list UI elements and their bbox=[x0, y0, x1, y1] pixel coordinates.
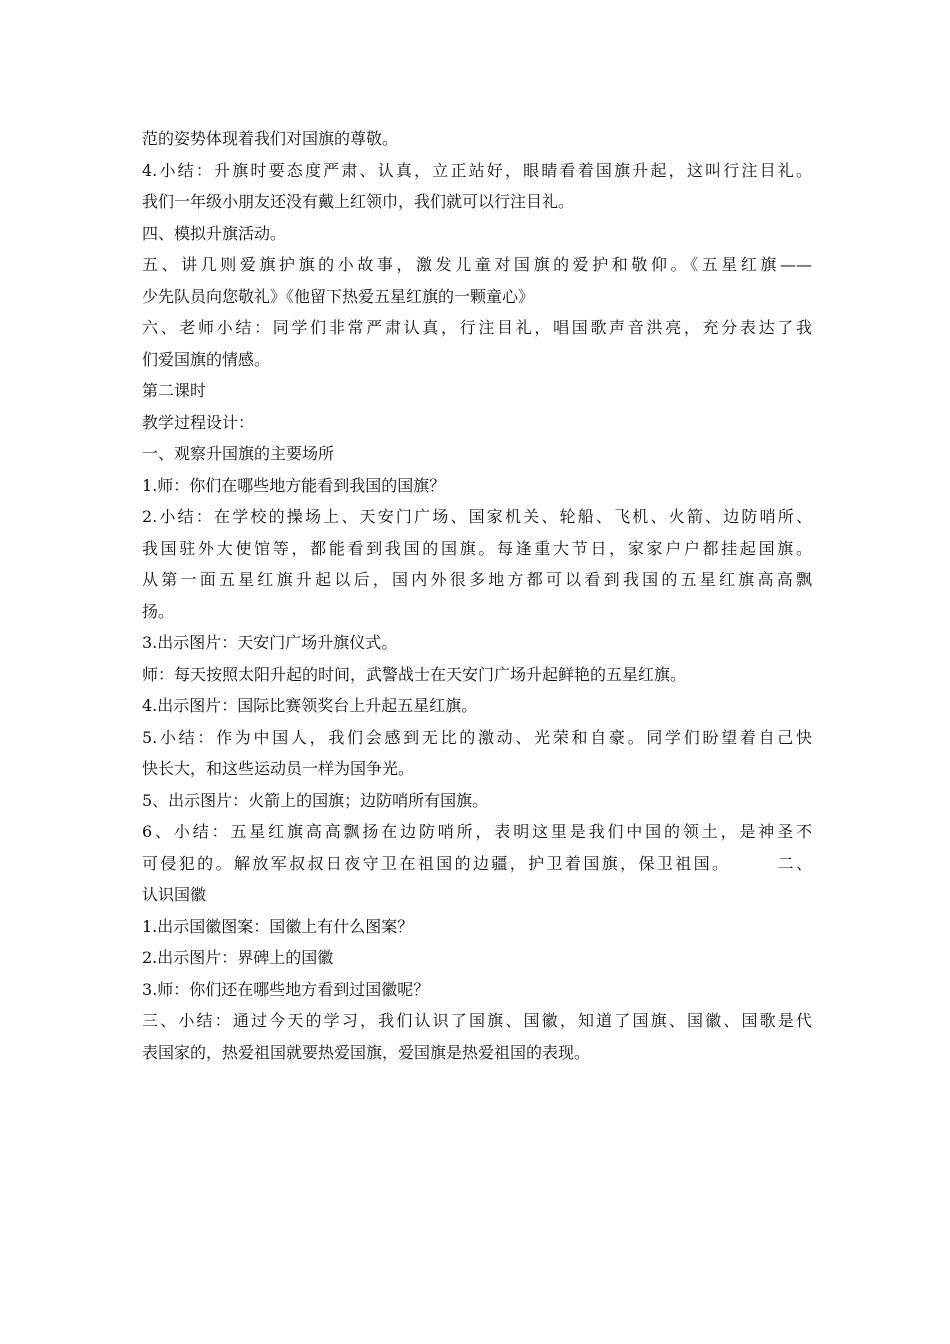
text-line: 4.小结：升旗时要态度严肃、认真，立正站好，眼睛看着国旗升起，这叫行注目礼。 bbox=[142, 160, 812, 180]
text-line: 快长大，和这些运动员一样为国争光。 bbox=[142, 759, 415, 778]
text-line: 们爱国旗的情感。 bbox=[142, 349, 271, 369]
text-line: 我们一年级小朋友还没有戴上红领巾，我们就可以行注目礼。 bbox=[142, 192, 575, 211]
text-line: 教学过程设计： bbox=[142, 412, 255, 432]
text-line: 2.出示图片：界碑上的国徽 bbox=[142, 948, 334, 967]
text-line: 5.小结：作为中国人，我们会感到无比的激动、光荣和自豪。同学们盼望着自己快 bbox=[142, 727, 812, 747]
text-line: 四、模拟升旗活动。 bbox=[142, 223, 287, 243]
text-line: 师：每天按照太阳升起的时间，武警战士在天安门广场升起鲜艳的五星红旗。 bbox=[142, 664, 687, 684]
text-line: 范的姿势体现着我们对国旗的尊敬。 bbox=[142, 129, 399, 148]
section-heading: 第二课时 bbox=[142, 381, 207, 400]
text-line: 1.出示国徽图案：国徽上有什么图案？ bbox=[142, 916, 414, 936]
text-line: 我国驻外大使馆等，都能看到我国的国旗。每逢重大节日，家家户户都挂起国旗。 bbox=[142, 538, 812, 558]
text-line: 认识国徽 bbox=[142, 885, 207, 904]
text-line: 3.出示图片：天安门广场升旗仪式。 bbox=[142, 633, 398, 652]
text-line: 少先队员向您敬礼》《他留下热爱五星红旗的一颗童心》 bbox=[142, 286, 535, 306]
text-line: 一、观察升国旗的主要场所 bbox=[142, 444, 335, 463]
text-line: 三、小结：通过今天的学习，我们认识了国旗、国徽，知道了国旗、国徽、国歌是代 bbox=[142, 1011, 812, 1030]
text-line: 扬。 bbox=[142, 601, 175, 621]
document-page bbox=[142, 123, 812, 1068]
text-line: 2.小结：在学校的操场上、天安门广场、国家机关、轮船、飞机、火箭、边防哨所、 bbox=[142, 507, 812, 526]
text-line: 4.出示图片：国际比赛领奖台上升起五星红旗。 bbox=[142, 696, 478, 715]
text-line: 5、出示图片：火箭上的国旗；边防哨所有国旗。 bbox=[142, 790, 489, 810]
text-line: 五、讲几则爱旗护旗的小故事，激发儿童对国旗的爱护和敬仰。《五星红旗—— bbox=[142, 255, 812, 274]
text-line: 6、小结：五星红旗高高飘扬在边防哨所，表明这里是我们中国的领土，是神圣不 bbox=[142, 822, 812, 841]
text-line: 1.师：你们在哪些地方能看到我国的国旗？ bbox=[142, 475, 446, 495]
text-line: 从第一面五星红旗升起以后，国内外很多地方都可以看到我国的五星红旗高高飘 bbox=[142, 570, 812, 589]
text-line: 表国家的，热爱祖国就要热爱国旗，爱国旗是热爱祖国的表现。 bbox=[142, 1042, 591, 1062]
text-line: 六、老师小结：同学们非常严肃认真，行注目礼，唱国歌声音洪亮，充分表达了我 bbox=[142, 318, 812, 337]
text-line: 3.师：你们还在哪些地方看到过国徽呢？ bbox=[142, 979, 430, 999]
text-line: 可侵犯的。解放军叔叔日夜守卫在祖国的边疆，护卫着国旗，保卫祖国。 二、 bbox=[142, 853, 812, 873]
